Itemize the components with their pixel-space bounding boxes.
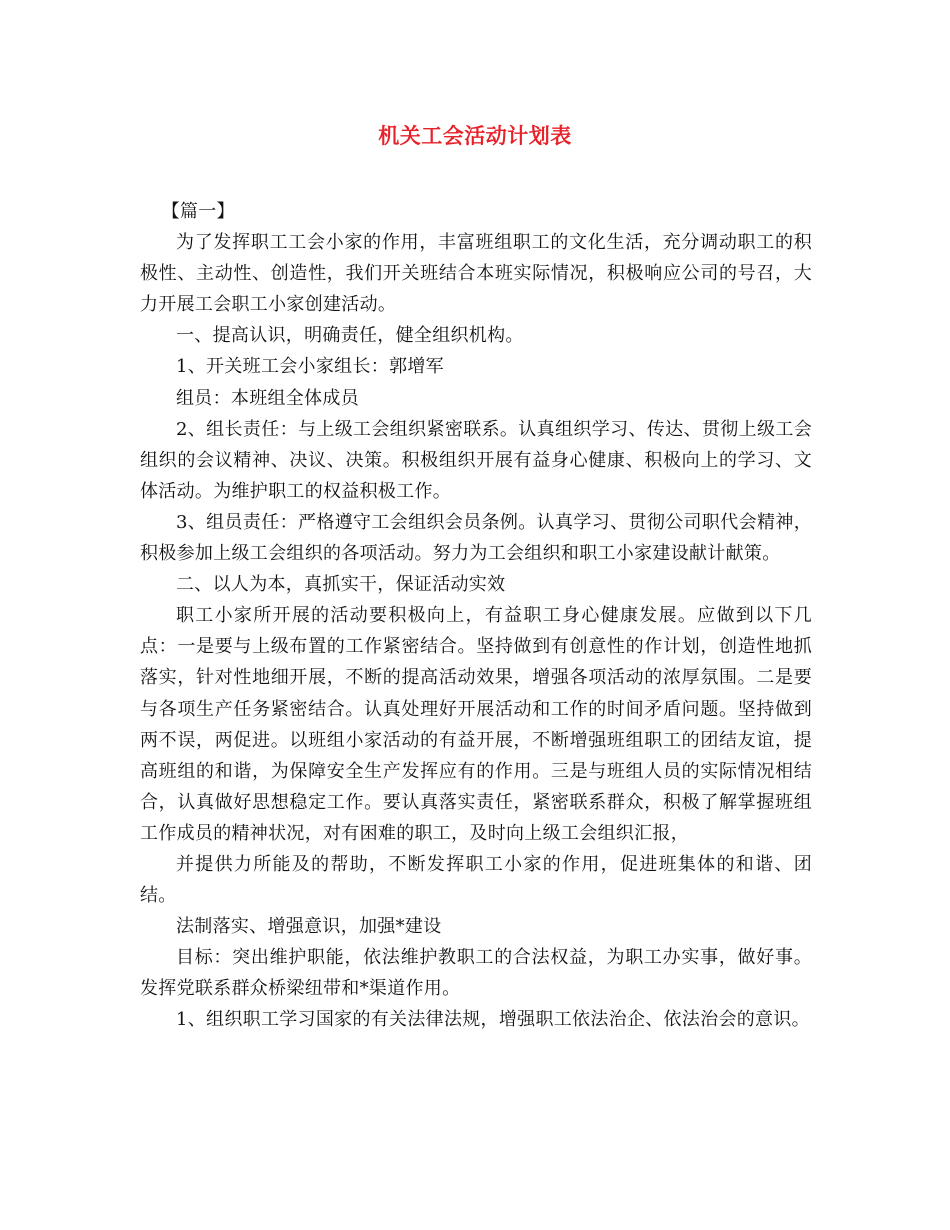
document-title: 机关工会活动计划表 [378,123,572,148]
paragraph: 法制落实、增强意识，加强*建设 [176,916,442,938]
paragraph: 1、开关班工会小家组长：郭增军 [176,356,444,378]
paragraph: 3、组员责任：严格遵守工会组织会员条例。认真学习、贯彻公司职代会精神，积极参加上级工会组织的各项活动。努力为工会组织和职工小家建设献计献策。 [140,511,812,565]
paragraph: 一、提高认识，明确责任，健全组织机构。 [176,325,524,347]
document-body [140,196,812,1036]
paragraph: 2、组长责任：与上级工会组织紧密联系。认真组织学习、传达、贯彻上级工会组织的会议精神、决议、决策。积极组织开展有益身心健康、积极向上的学习、文体活动。为维护职工的权益积极工作。 [140,418,812,502]
section-heading: 【篇一】 [161,201,235,222]
paragraph: 并提供力所能及的帮助，不断发挥职工小家的作用，促进班集体的和谐、团结。 [140,853,812,907]
paragraph: 职工小家所开展的活动要积极向上，有益职工身心健康发展。应做到以下几点：一是要与上级布置的工作紧密结合。坚持做到有创意性的作计划，创造性地抓落实，针对性地细开展，不断的提高活动效果，增强各项活动的浓厚氛围。二是要与各项生产任务紧密结合。认真处理好开展活动和工作的时间矛盾问题。坚持做到两不误，两促进。以班组小家活动的有益开展，不断增强班组职工的团结友谊，提高班组的和谐，为保障安全生产发挥应有的作用。三是与班组人员的实际情况相结合，认真做好思想稳定工作。要认真落实责任，紧密联系群众，积极了解掌握班组工作成员的精神状况，对有困难的职工，及时向上级工会组织汇报， [140,605,812,844]
paragraph: 为了发挥职工工会小家的作用，丰富班组职工的文化生活，充分调动职工的积极性、主动性、创造性，我们开关班结合本班实际情况，积极响应公司的号召，大力开展工会职工小家创建活动。 [140,232,812,316]
paragraph: 二、以人为本，真抓实干，保证活动实效 [176,574,506,596]
paragraph: 1、组织职工学习国家的有关法律法规，增强职工依法治企、依法治会的意识。 [176,1009,810,1031]
paragraph: 组员：本班组全体成员 [176,387,359,409]
paragraph: 目标：突出维护职能，依法维护教职工的合法权益，为职工办实事，做好事。发挥党联系群众桥梁纽带和*渠道作用。 [140,947,812,1000]
